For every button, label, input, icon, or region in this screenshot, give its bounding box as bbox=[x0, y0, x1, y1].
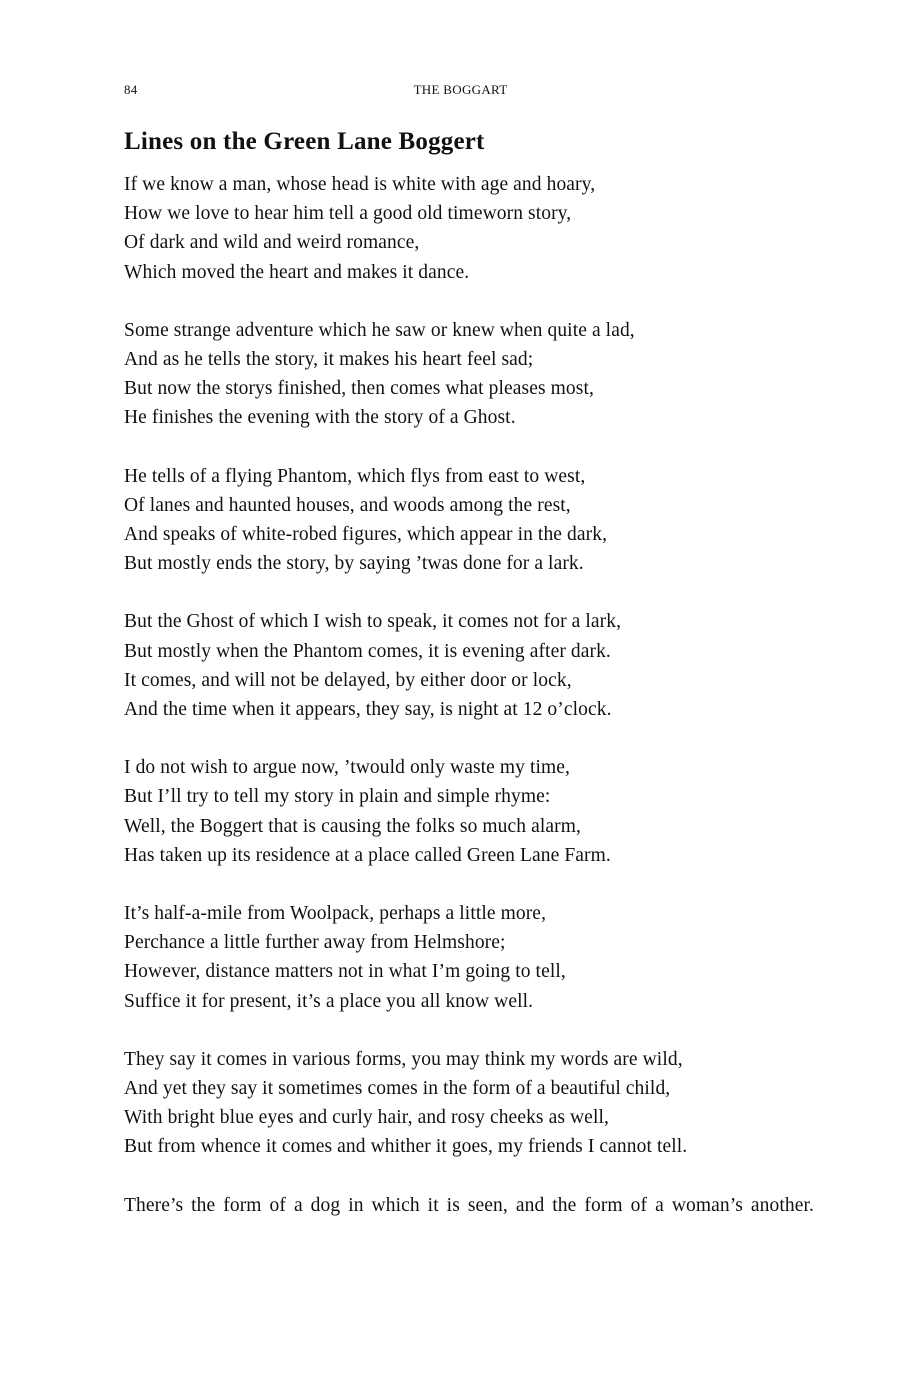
poem-line: There’s the form of a dog in which it is seen, and the form of a woman’s another. bbox=[124, 1194, 814, 1216]
poem-line: Of dark and wild and weird romance, bbox=[124, 232, 420, 254]
poem-line: It comes, and will not be delayed, by either door or lock, bbox=[124, 669, 572, 691]
stanza bbox=[124, 170, 814, 287]
page-number: 84 bbox=[124, 82, 138, 97]
poem-line: With bright blue eyes and curly hair, and rosy cheeks as well, bbox=[124, 1107, 609, 1129]
stanza bbox=[124, 462, 814, 579]
poem-line: Well, the Boggert that is causing the folks so much alarm, bbox=[124, 815, 581, 837]
poem-line: But mostly when the Phantom comes, it is evening after dark. bbox=[124, 640, 611, 662]
poem-line: And as he tells the story, it makes his heart feel sad; bbox=[124, 349, 534, 371]
stanza bbox=[124, 899, 814, 1016]
running-head-text: THE BOGGART bbox=[413, 82, 508, 97]
poem-line: It’s half-a-mile from Woolpack, perhaps a little more, bbox=[124, 903, 547, 925]
stanza bbox=[124, 1045, 814, 1162]
poem-line: Has taken up its residence at a place called Green Lane Farm. bbox=[124, 844, 611, 866]
poem-line: And yet they say it sometimes comes in the form of a beautiful child, bbox=[124, 1078, 671, 1100]
poem-title: Lines on the Green Lane Boggert bbox=[124, 128, 485, 155]
stanza bbox=[124, 1191, 814, 1220]
poem-line: However, distance matters not in what I’m going to tell, bbox=[124, 961, 566, 983]
poem-line: But from whence it comes and whither it goes, my friends I cannot tell. bbox=[124, 1136, 688, 1158]
poem-line: But mostly ends the story, by saying ’twas done for a lark. bbox=[124, 553, 584, 575]
poem-line: He finishes the evening with the story of a Ghost. bbox=[124, 407, 516, 429]
poem-line: Which moved the heart and makes it dance. bbox=[124, 261, 470, 283]
poem-line: Perchance a little further away from Helmshore; bbox=[124, 932, 506, 954]
poem-line: If we know a man, whose head is white with age and hoary, bbox=[124, 174, 596, 195]
poem-line: Of lanes and haunted houses, and woods among the rest, bbox=[124, 494, 571, 516]
stanza bbox=[124, 316, 814, 433]
poem-line: But now the storys finished, then comes what pleases most, bbox=[124, 378, 594, 400]
poem-line: But I’ll try to tell my story in plain and simple rhyme: bbox=[124, 786, 551, 808]
poem-body bbox=[124, 170, 814, 1249]
stanza bbox=[124, 607, 814, 724]
stanza bbox=[124, 753, 814, 870]
running-head bbox=[0, 82, 921, 98]
poem-line: Suffice it for present, it’s a place you all know well. bbox=[124, 990, 534, 1012]
poem-line: And speaks of white-robed figures, which appear in the dark, bbox=[124, 524, 608, 546]
poem-line: They say it comes in various forms, you may think my words are wild, bbox=[124, 1048, 683, 1070]
poem-line: How we love to hear him tell a good old timeworn story, bbox=[124, 203, 572, 225]
poem-line: But the Ghost of which I wish to speak, it comes not for a lark, bbox=[124, 611, 622, 633]
poem-line: Some strange adventure which he saw or knew when quite a lad, bbox=[124, 319, 635, 341]
poem-line: I do not wish to argue now, ’twould only waste my time, bbox=[124, 757, 571, 779]
poem-line: He tells of a flying Phantom, which flys from east to west, bbox=[124, 465, 586, 487]
poem-line: And the time when it appears, they say, is night at 12 o’clock. bbox=[124, 699, 612, 721]
